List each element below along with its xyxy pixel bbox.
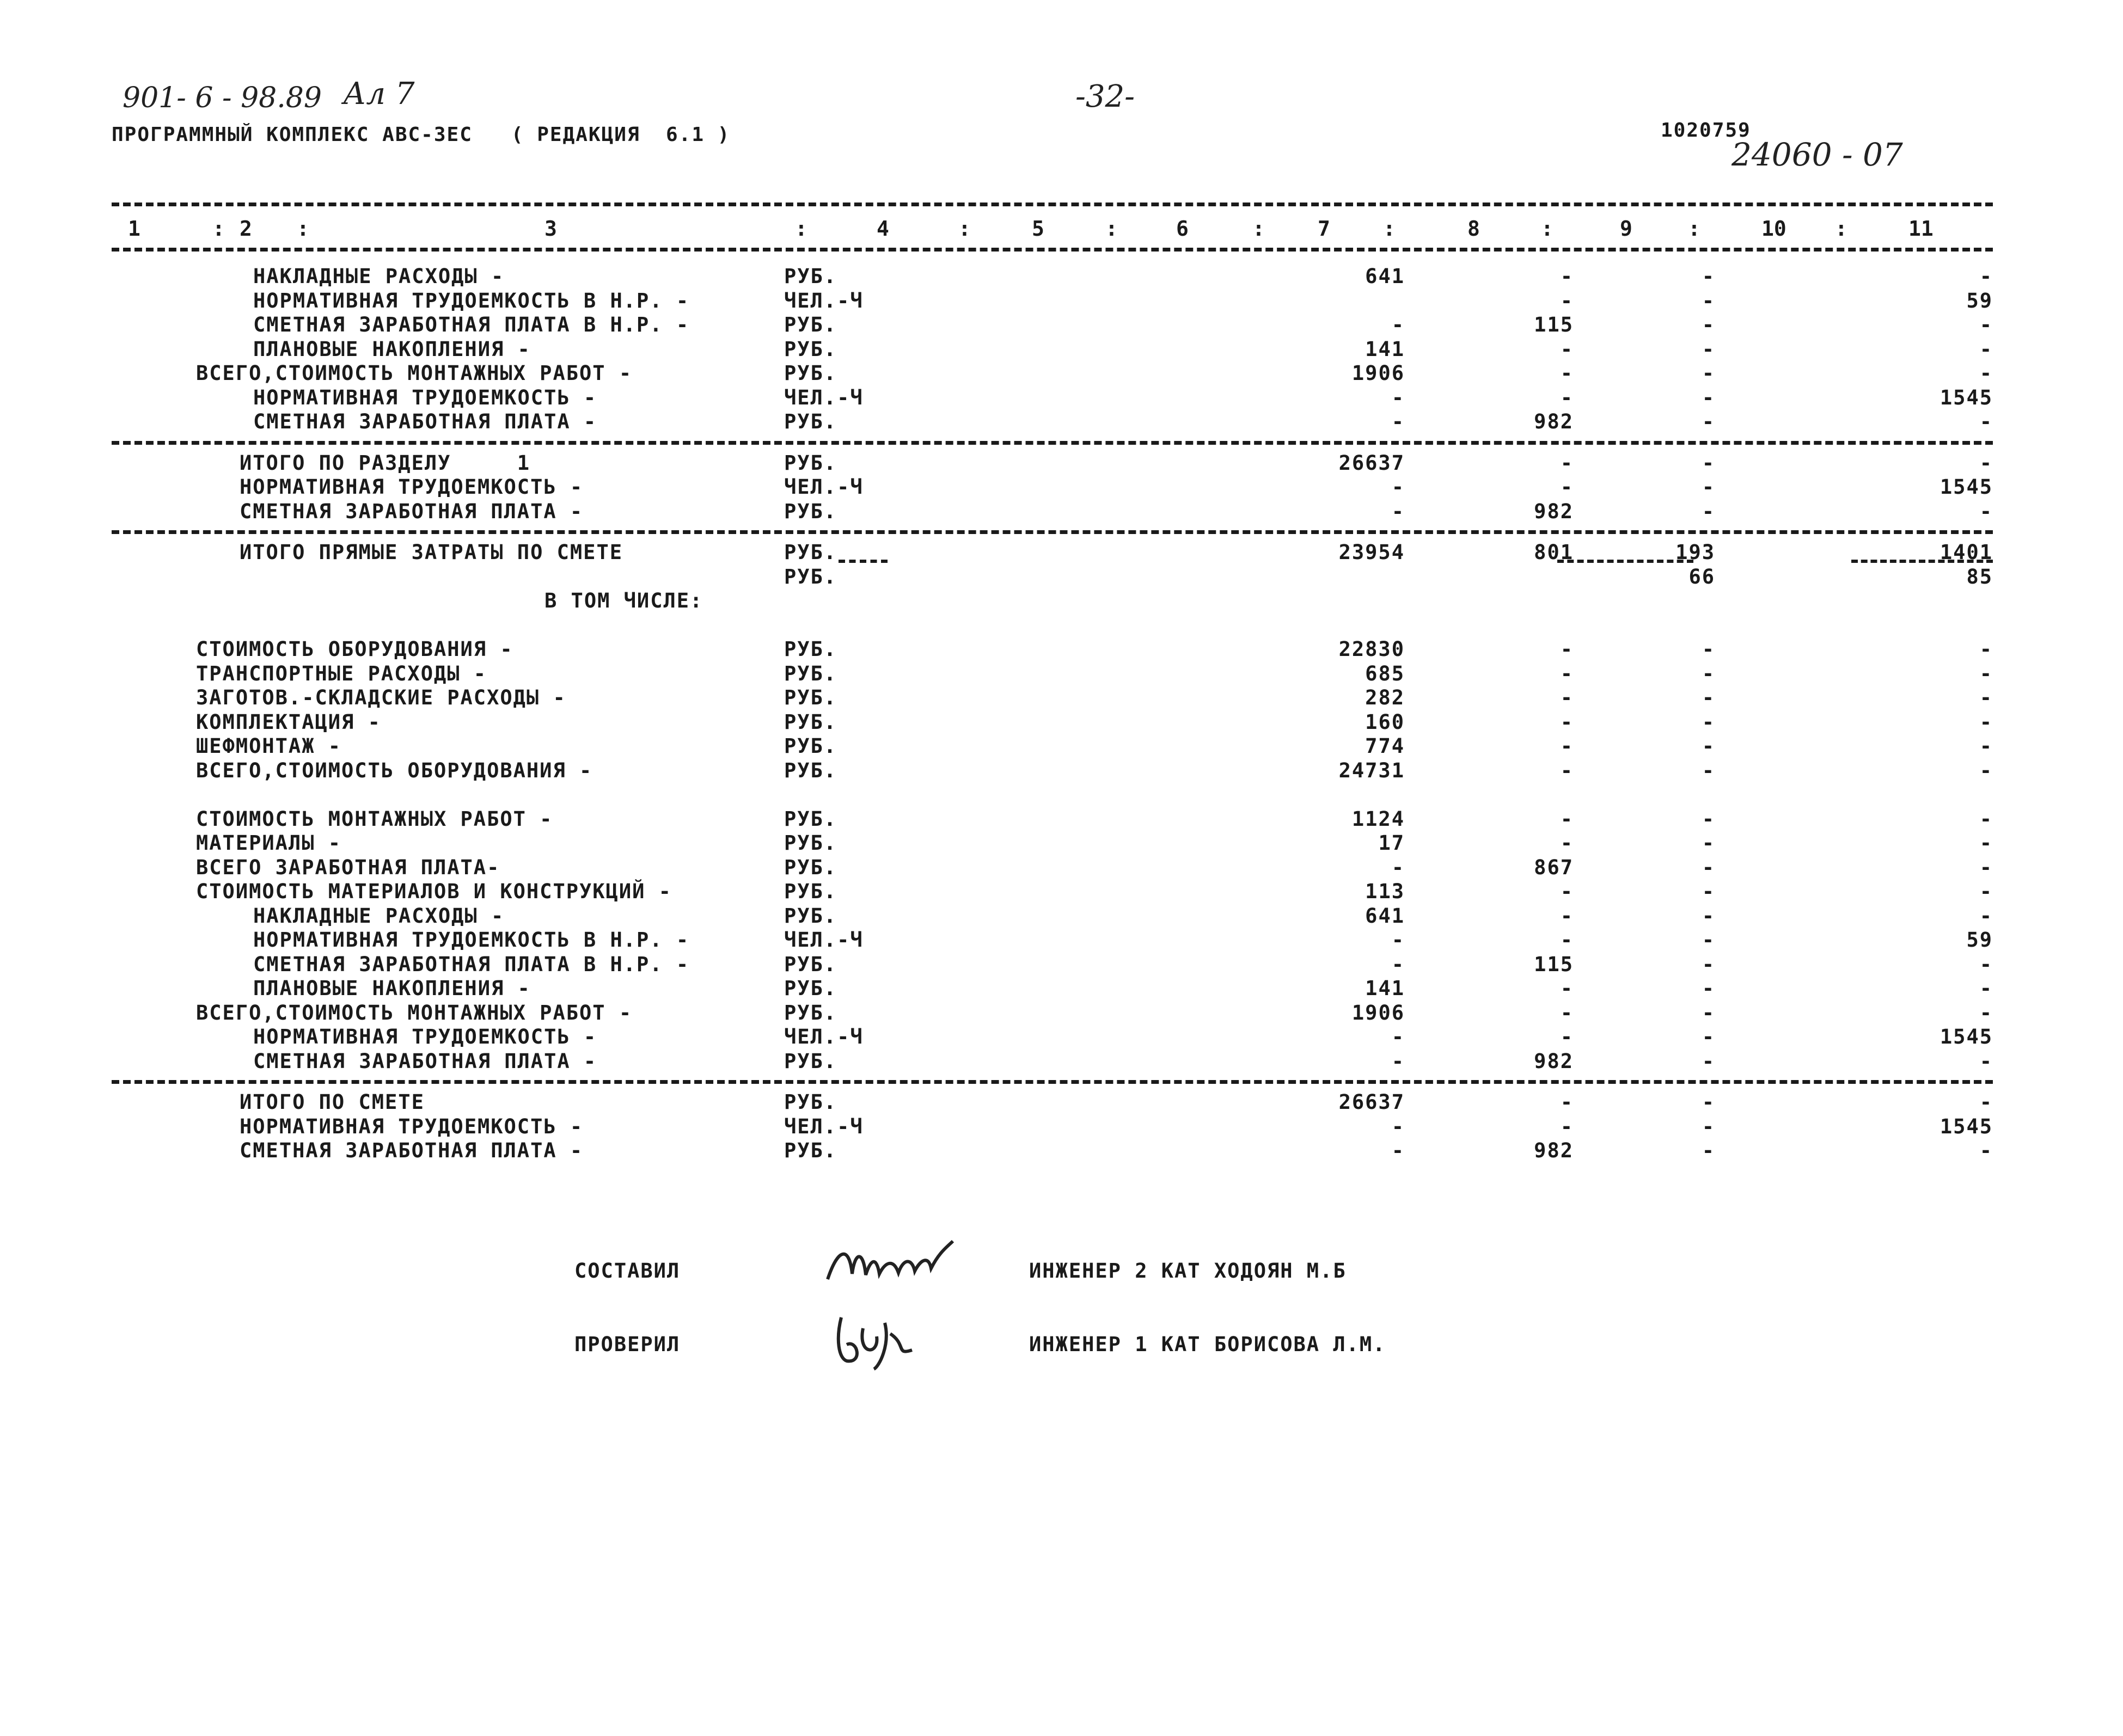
row-unit: РУБ. bbox=[784, 831, 837, 855]
row-unit: РУБ. bbox=[784, 1139, 837, 1162]
column-divider: : bbox=[297, 217, 309, 241]
column-header-11: 11 bbox=[1908, 217, 1934, 241]
cell-col-9: - bbox=[1702, 1025, 1715, 1048]
cell-col-7: 141 bbox=[1365, 338, 1405, 361]
cell-col-11: - bbox=[1979, 953, 1993, 976]
column-header-8: 8 bbox=[1467, 217, 1480, 241]
checked-label: ПРОВЕРИЛ bbox=[574, 1333, 681, 1356]
cell-col-7: - bbox=[1391, 953, 1405, 976]
column-header-1: 1 bbox=[128, 217, 140, 241]
column-divider: : bbox=[1688, 217, 1700, 241]
row-unit: РУБ. bbox=[784, 662, 837, 685]
subtotal-underline bbox=[1557, 560, 1693, 563]
cell-col-11: 1545 bbox=[1940, 1115, 1993, 1138]
row-unit: ЧЕЛ.-Ч bbox=[784, 1115, 864, 1138]
column-header-2: 2 bbox=[240, 217, 252, 241]
cell-col-11: - bbox=[1979, 710, 1993, 734]
cell-col-8: - bbox=[1560, 361, 1574, 385]
column-divider: : bbox=[212, 217, 225, 241]
row-label: ВСЕГО,СТОИМОСТЬ МОНТАЖНЫХ РАБОТ - bbox=[196, 361, 633, 385]
row-unit: РУБ. bbox=[784, 265, 837, 288]
cell-col-11: 1401 bbox=[1940, 541, 1993, 564]
row-unit: РУБ. bbox=[784, 637, 837, 661]
column-divider: : bbox=[1383, 217, 1396, 241]
column-divider: : bbox=[1105, 217, 1118, 241]
composed-by: ИНЖЕНЕР 2 КАТ ХОДОЯН М.Б bbox=[1029, 1259, 1347, 1283]
row-unit: РУБ. bbox=[784, 1090, 837, 1114]
cell-col-11: - bbox=[1979, 977, 1993, 1000]
cell-col-8: - bbox=[1560, 710, 1574, 734]
row-label: НОРМАТИВНАЯ ТРУДОЕМКОСТЬ - bbox=[240, 1115, 584, 1138]
cell-col-8: - bbox=[1560, 1025, 1574, 1048]
cell-col-9: - bbox=[1702, 710, 1715, 734]
cell-col-7: 1906 bbox=[1351, 361, 1405, 385]
row-unit: РУБ. bbox=[784, 541, 837, 564]
cell-col-8: - bbox=[1560, 686, 1574, 709]
row-label: СТОИМОСТЬ МАТЕРИАЛОВ И КОНСТРУКЦИЙ - bbox=[196, 880, 672, 903]
cell-col-11: - bbox=[1979, 831, 1993, 855]
row-label: ИТОГО ПРЯМЫЕ ЗАТРАТЫ ПО СМЕТЕ bbox=[240, 541, 623, 564]
cell-col-8: 115 bbox=[1534, 953, 1574, 976]
row-label: ТРАНСПОРТНЫЕ РАСХОДЫ - bbox=[196, 662, 487, 685]
row-unit: РУБ. bbox=[784, 410, 837, 433]
column-header-3: 3 bbox=[544, 217, 557, 241]
cell-col-7: 774 bbox=[1365, 734, 1405, 758]
cell-col-7: - bbox=[1391, 1025, 1405, 1048]
cell-col-7: 26637 bbox=[1338, 1090, 1405, 1114]
cell-col-9: - bbox=[1702, 977, 1715, 1000]
cell-col-11: - bbox=[1979, 338, 1993, 361]
row-label: СМЕТНАЯ ЗАРАБОТНАЯ ПЛАТА В Н.Р. - bbox=[253, 953, 690, 976]
column-header-4: 4 bbox=[877, 217, 889, 241]
row-label: СМЕТНАЯ ЗАРАБОТНАЯ ПЛАТА - bbox=[240, 500, 584, 523]
cell-col-8: - bbox=[1560, 289, 1574, 312]
row-label: СМЕТНАЯ ЗАРАБОТНАЯ ПЛАТА - bbox=[253, 410, 597, 433]
row-label: НОРМАТИВНАЯ ТРУДОЕМКОСТЬ - bbox=[240, 475, 584, 499]
cell-col-11: - bbox=[1979, 451, 1993, 475]
cell-col-8: - bbox=[1560, 734, 1574, 758]
row-unit: РУБ. bbox=[784, 338, 837, 361]
row-label: В ТОМ ЧИСЛЕ: bbox=[544, 589, 703, 612]
cell-col-7: 17 bbox=[1378, 831, 1405, 855]
row-label: СМЕТНАЯ ЗАРАБОТНАЯ ПЛАТА - bbox=[240, 1139, 584, 1162]
cell-col-11: - bbox=[1979, 734, 1993, 758]
cell-col-9: 66 bbox=[1688, 565, 1715, 588]
signature-checked bbox=[825, 1306, 934, 1372]
cell-col-7: 641 bbox=[1365, 265, 1405, 288]
cell-col-11: - bbox=[1979, 1139, 1993, 1162]
document-number: 1020759 bbox=[1661, 119, 1751, 142]
cell-col-11: - bbox=[1979, 1050, 1993, 1073]
cell-col-9: - bbox=[1702, 807, 1715, 831]
cell-col-8: - bbox=[1560, 386, 1574, 409]
row-unit: РУБ. bbox=[784, 686, 837, 709]
cell-col-9: - bbox=[1702, 1001, 1715, 1025]
cell-col-9: - bbox=[1702, 831, 1715, 855]
row-label: ВСЕГО,СТОИМОСТЬ ОБОРУДОВАНИЯ - bbox=[196, 759, 593, 782]
cell-col-8: - bbox=[1560, 451, 1574, 475]
cell-col-7: - bbox=[1391, 410, 1405, 433]
signature-composed bbox=[822, 1236, 986, 1296]
row-label: СТОИМОСТЬ ОБОРУДОВАНИЯ - bbox=[196, 637, 513, 661]
cell-col-11: - bbox=[1979, 807, 1993, 831]
cell-col-8: 867 bbox=[1534, 856, 1574, 879]
program-title: ПРОГРАММНЫЙ КОМПЛЕКС АВС-3ЕС ( РЕДАКЦИЯ 6.1 ) bbox=[112, 124, 731, 146]
cell-col-9: - bbox=[1702, 637, 1715, 661]
table-separator bbox=[112, 441, 1993, 445]
cell-col-7: - bbox=[1391, 1139, 1405, 1162]
composed-label: СОСТАВИЛ bbox=[574, 1259, 681, 1283]
cell-col-11: - bbox=[1979, 637, 1993, 661]
cell-col-8: - bbox=[1560, 831, 1574, 855]
row-unit: РУБ. bbox=[784, 807, 837, 831]
row-unit: РУБ. bbox=[784, 361, 837, 385]
cell-col-11: 1545 bbox=[1940, 475, 1993, 499]
row-unit: РУБ. bbox=[784, 977, 837, 1000]
row-unit: РУБ. bbox=[784, 953, 837, 976]
row-unit: РУБ. bbox=[784, 313, 837, 336]
subtotal-underline bbox=[839, 560, 888, 563]
table-separator bbox=[112, 530, 1993, 534]
cell-col-11: 1545 bbox=[1940, 386, 1993, 409]
cell-col-8: - bbox=[1560, 977, 1574, 1000]
cell-col-11: - bbox=[1979, 313, 1993, 336]
column-header-9: 9 bbox=[1620, 217, 1632, 241]
row-unit: РУБ. bbox=[784, 500, 837, 523]
cell-col-8: - bbox=[1560, 928, 1574, 952]
cell-col-8: 801 bbox=[1534, 541, 1574, 564]
cell-col-8: - bbox=[1560, 338, 1574, 361]
row-unit: РУБ. bbox=[784, 1001, 837, 1025]
cell-col-11: - bbox=[1979, 1090, 1993, 1114]
cell-col-9: - bbox=[1702, 500, 1715, 523]
row-unit: РУБ. bbox=[784, 1050, 837, 1073]
cell-col-7: - bbox=[1391, 500, 1405, 523]
cell-col-9: - bbox=[1702, 953, 1715, 976]
cell-col-7: 685 bbox=[1365, 662, 1405, 685]
cell-col-11: - bbox=[1979, 662, 1993, 685]
cell-col-9: - bbox=[1702, 1090, 1715, 1114]
cell-col-8: - bbox=[1560, 1115, 1574, 1138]
cell-col-7: - bbox=[1391, 1115, 1405, 1138]
cell-col-11: - bbox=[1979, 1001, 1993, 1025]
column-divider: : bbox=[1252, 217, 1265, 241]
row-unit: РУБ. bbox=[784, 759, 837, 782]
cell-col-8: - bbox=[1560, 265, 1574, 288]
row-unit: РУБ. bbox=[784, 904, 837, 928]
row-unit: ЧЕЛ.-Ч bbox=[784, 475, 864, 499]
row-label: ПЛАНОВЫЕ НАКОПЛЕНИЯ - bbox=[253, 977, 531, 1000]
cell-col-8: - bbox=[1560, 475, 1574, 499]
cell-col-9: - bbox=[1702, 410, 1715, 433]
row-unit: ЧЕЛ.-Ч bbox=[784, 1025, 864, 1048]
row-label: НАКЛАДНЫЕ РАСХОДЫ - bbox=[253, 904, 505, 928]
cell-col-7: 1906 bbox=[1351, 1001, 1405, 1025]
cell-col-9: - bbox=[1702, 1139, 1715, 1162]
cell-col-9: - bbox=[1702, 451, 1715, 475]
row-label: ШЕФМОНТАЖ - bbox=[196, 734, 342, 758]
cell-col-8: - bbox=[1560, 637, 1574, 661]
cell-col-9: - bbox=[1702, 928, 1715, 952]
cell-col-8: - bbox=[1560, 759, 1574, 782]
cell-col-9: - bbox=[1702, 904, 1715, 928]
cell-col-9: - bbox=[1702, 475, 1715, 499]
row-unit: РУБ. bbox=[784, 856, 837, 879]
cell-col-8: - bbox=[1560, 1090, 1574, 1114]
row-label: НОРМАТИВНАЯ ТРУДОЕМКОСТЬ В Н.Р. - bbox=[253, 928, 690, 952]
cell-col-11: - bbox=[1979, 361, 1993, 385]
cell-col-8: 982 bbox=[1534, 1139, 1574, 1162]
cell-col-8: 982 bbox=[1534, 1050, 1574, 1073]
checked-by: ИНЖЕНЕР 1 КАТ БОРИСОВА Л.М. bbox=[1029, 1333, 1386, 1356]
row-label: ЗАГОТОВ.-СКЛАДСКИЕ РАСХОДЫ - bbox=[196, 686, 566, 709]
cell-col-8: 982 bbox=[1534, 410, 1574, 433]
row-unit: РУБ. bbox=[784, 880, 837, 903]
column-header-7: 7 bbox=[1318, 217, 1330, 241]
cell-col-9: - bbox=[1702, 856, 1715, 879]
cell-col-7: 24731 bbox=[1338, 759, 1405, 782]
row-label: НОРМАТИВНАЯ ТРУДОЕМКОСТЬ В Н.Р. - bbox=[253, 289, 690, 312]
column-header-5: 5 bbox=[1032, 217, 1044, 241]
row-label: ВСЕГО ЗАРАБОТНАЯ ПЛАТА- bbox=[196, 856, 500, 879]
cell-col-9: - bbox=[1702, 289, 1715, 312]
row-unit: РУБ. bbox=[784, 565, 837, 588]
cell-col-7: - bbox=[1391, 856, 1405, 879]
column-header-6: 6 bbox=[1176, 217, 1189, 241]
cell-col-7: 26637 bbox=[1338, 451, 1405, 475]
cell-col-8: - bbox=[1560, 807, 1574, 831]
cell-col-11: - bbox=[1979, 410, 1993, 433]
cell-col-9: - bbox=[1702, 880, 1715, 903]
cell-col-7: 23954 bbox=[1338, 541, 1405, 564]
column-divider: : bbox=[1835, 217, 1847, 241]
cell-col-9: - bbox=[1702, 759, 1715, 782]
cell-col-9: - bbox=[1702, 338, 1715, 361]
cell-col-11: - bbox=[1979, 904, 1993, 928]
cell-col-9: 193 bbox=[1675, 541, 1715, 564]
row-label: ИТОГО ПО СМЕТЕ bbox=[240, 1090, 425, 1114]
column-header-10: 10 bbox=[1761, 217, 1786, 241]
cell-col-7: 282 bbox=[1365, 686, 1405, 709]
cell-col-9: - bbox=[1702, 386, 1715, 409]
row-label: СМЕТНАЯ ЗАРАБОТНАЯ ПЛАТА - bbox=[253, 1050, 597, 1073]
cell-col-11: - bbox=[1979, 880, 1993, 903]
row-unit: ЧЕЛ.-Ч bbox=[784, 289, 864, 312]
column-divider: : bbox=[958, 217, 971, 241]
row-unit: ЧЕЛ.-Ч bbox=[784, 928, 864, 952]
cell-col-7: 22830 bbox=[1338, 637, 1405, 661]
row-unit: РУБ. bbox=[784, 734, 837, 758]
cell-col-8: - bbox=[1560, 880, 1574, 903]
row-label: КОМПЛЕКТАЦИЯ - bbox=[196, 710, 381, 734]
cell-col-11: - bbox=[1979, 500, 1993, 523]
row-unit: ЧЕЛ.-Ч bbox=[784, 386, 864, 409]
cell-col-11: - bbox=[1979, 686, 1993, 709]
cell-col-9: - bbox=[1702, 1115, 1715, 1138]
cell-col-7: - bbox=[1391, 386, 1405, 409]
column-header-rule bbox=[112, 248, 1993, 251]
row-unit: РУБ. bbox=[784, 451, 837, 475]
row-label: НОРМАТИВНАЯ ТРУДОЕМКОСТЬ - bbox=[253, 386, 597, 409]
row-label: ПЛАНОВЫЕ НАКОПЛЕНИЯ - bbox=[253, 338, 531, 361]
cell-col-8: 982 bbox=[1534, 500, 1574, 523]
cell-col-9: - bbox=[1702, 734, 1715, 758]
cell-col-9: - bbox=[1702, 313, 1715, 336]
row-label: НОРМАТИВНАЯ ТРУДОЕМКОСТЬ - bbox=[253, 1025, 597, 1048]
cell-col-11: - bbox=[1979, 759, 1993, 782]
cell-col-11: 59 bbox=[1966, 289, 1993, 312]
cell-col-11: 1545 bbox=[1940, 1025, 1993, 1048]
page-number: -32- bbox=[1075, 79, 1135, 114]
cell-col-11: - bbox=[1979, 265, 1993, 288]
cell-col-7: 160 bbox=[1365, 710, 1405, 734]
cell-col-7: - bbox=[1391, 313, 1405, 336]
cell-col-7: - bbox=[1391, 475, 1405, 499]
row-label: ИТОГО ПО РАЗДЕЛУ 1 bbox=[240, 451, 531, 475]
cell-col-7: - bbox=[1391, 928, 1405, 952]
table-separator bbox=[112, 1080, 1993, 1084]
cell-col-8: 115 bbox=[1534, 313, 1574, 336]
column-divider: : bbox=[1541, 217, 1553, 241]
row-label: МАТЕРИАЛЫ - bbox=[196, 831, 342, 855]
handwritten-album: Ал 7 bbox=[343, 76, 415, 112]
cell-col-11: 59 bbox=[1966, 928, 1993, 952]
row-unit: РУБ. bbox=[784, 710, 837, 734]
cell-col-7: 113 bbox=[1365, 880, 1405, 903]
cell-col-8: - bbox=[1560, 662, 1574, 685]
row-label: СТОИМОСТЬ МОНТАЖНЫХ РАБОТ - bbox=[196, 807, 553, 831]
cell-col-8: - bbox=[1560, 1001, 1574, 1025]
row-label: ВСЕГО,СТОИМОСТЬ МОНТАЖНЫХ РАБОТ - bbox=[196, 1001, 633, 1025]
cell-col-7: 1124 bbox=[1351, 807, 1405, 831]
cell-col-9: - bbox=[1702, 1050, 1715, 1073]
cell-col-7: 141 bbox=[1365, 977, 1405, 1000]
handwritten-inventory-number: 24060 - 07 bbox=[1732, 136, 1903, 173]
cell-col-7: 641 bbox=[1365, 904, 1405, 928]
table-top-rule bbox=[112, 203, 1993, 206]
column-divider: : bbox=[795, 217, 807, 241]
row-label: НАКЛАДНЫЕ РАСХОДЫ - bbox=[253, 265, 505, 288]
subtotal-underline bbox=[1851, 560, 1993, 563]
cell-col-9: - bbox=[1702, 686, 1715, 709]
cell-col-11: 85 bbox=[1966, 565, 1993, 588]
cell-col-7: - bbox=[1391, 1050, 1405, 1073]
cell-col-9: - bbox=[1702, 265, 1715, 288]
cell-col-9: - bbox=[1702, 361, 1715, 385]
cell-col-11: - bbox=[1979, 856, 1993, 879]
cell-col-9: - bbox=[1702, 662, 1715, 685]
cell-col-8: - bbox=[1560, 904, 1574, 928]
handwritten-project-code: 901- 6 - 98.89 bbox=[123, 82, 322, 114]
row-label: СМЕТНАЯ ЗАРАБОТНАЯ ПЛАТА В Н.Р. - bbox=[253, 313, 690, 336]
